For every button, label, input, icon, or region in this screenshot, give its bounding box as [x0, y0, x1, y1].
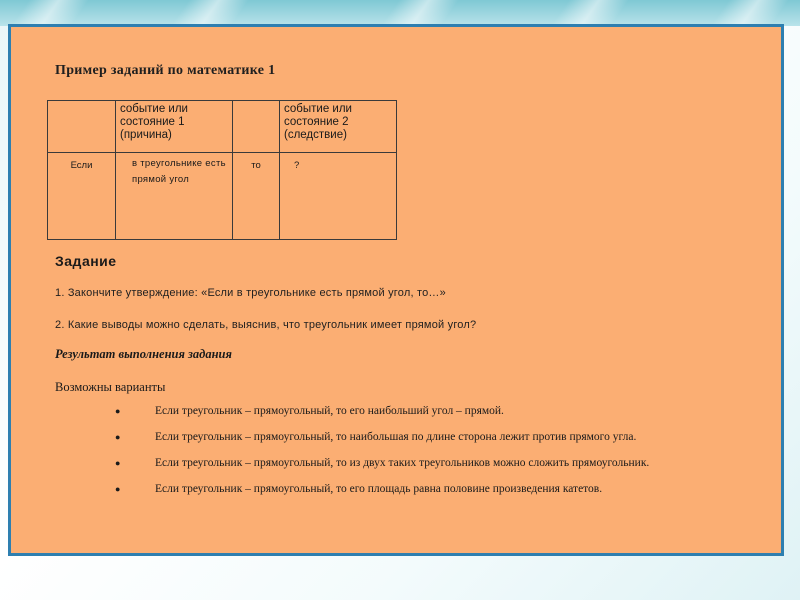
options-list — [115, 405, 697, 509]
result-heading: Результат выполнения задания — [55, 347, 232, 361]
slide-title: Пример заданий по математике 1 — [55, 63, 276, 78]
bullet-dot-icon: ● — [115, 406, 121, 416]
table-header-cell — [233, 101, 280, 153]
table-cell — [233, 153, 280, 240]
table-row — [48, 153, 397, 240]
task-item-1: 1. Закончите утверждение: «Если в треугольнике есть прямой угол, то…» — [55, 287, 446, 299]
header-effect: событие или состояние 2 (следствие) — [284, 103, 352, 141]
cell-condition: в треугольнике есть прямой угол — [132, 158, 226, 185]
table-cell — [116, 153, 233, 240]
table-header-cell — [116, 101, 233, 153]
cause-effect-table — [47, 100, 397, 240]
table-header-row — [48, 101, 397, 153]
list-item: ● Если треугольник – прямоугольный, то из двух таких треугольников можно сложить прямоугольник. — [115, 457, 650, 469]
task-heading: Задание — [55, 253, 117, 269]
table-header-cell — [280, 101, 397, 153]
cell-then: то — [251, 160, 261, 171]
cell-if: Если — [70, 160, 93, 171]
bullet-dot-icon: ● — [115, 432, 121, 442]
bullet-dot-icon: ● — [115, 458, 121, 468]
cell-question: ? — [294, 160, 300, 171]
list-item: ● Если треугольник – прямоугольный, то его наибольший угол – прямой. — [115, 405, 504, 417]
top-decorative-band — [0, 0, 800, 26]
table-header-cell — [48, 101, 116, 153]
bullet-dot-icon: ● — [115, 484, 121, 494]
table-cell — [48, 153, 116, 240]
list-item: ● Если треугольник – прямоугольный, то его площадь равна половине произведения катетов. — [115, 483, 603, 495]
task-item-2: 2. Какие выводы можно сделать, выяснив, что треугольник имеет прямой угол? — [55, 319, 477, 331]
header-cause: событие или состояние 1 (причина) — [120, 103, 188, 141]
options-heading: Возможны варианты — [55, 380, 166, 394]
list-item: ● Если треугольник – прямоугольный, то наибольшая по длине сторона лежит против прямого угла. — [115, 431, 637, 443]
table-cell — [280, 153, 397, 240]
slide-panel — [8, 24, 784, 556]
